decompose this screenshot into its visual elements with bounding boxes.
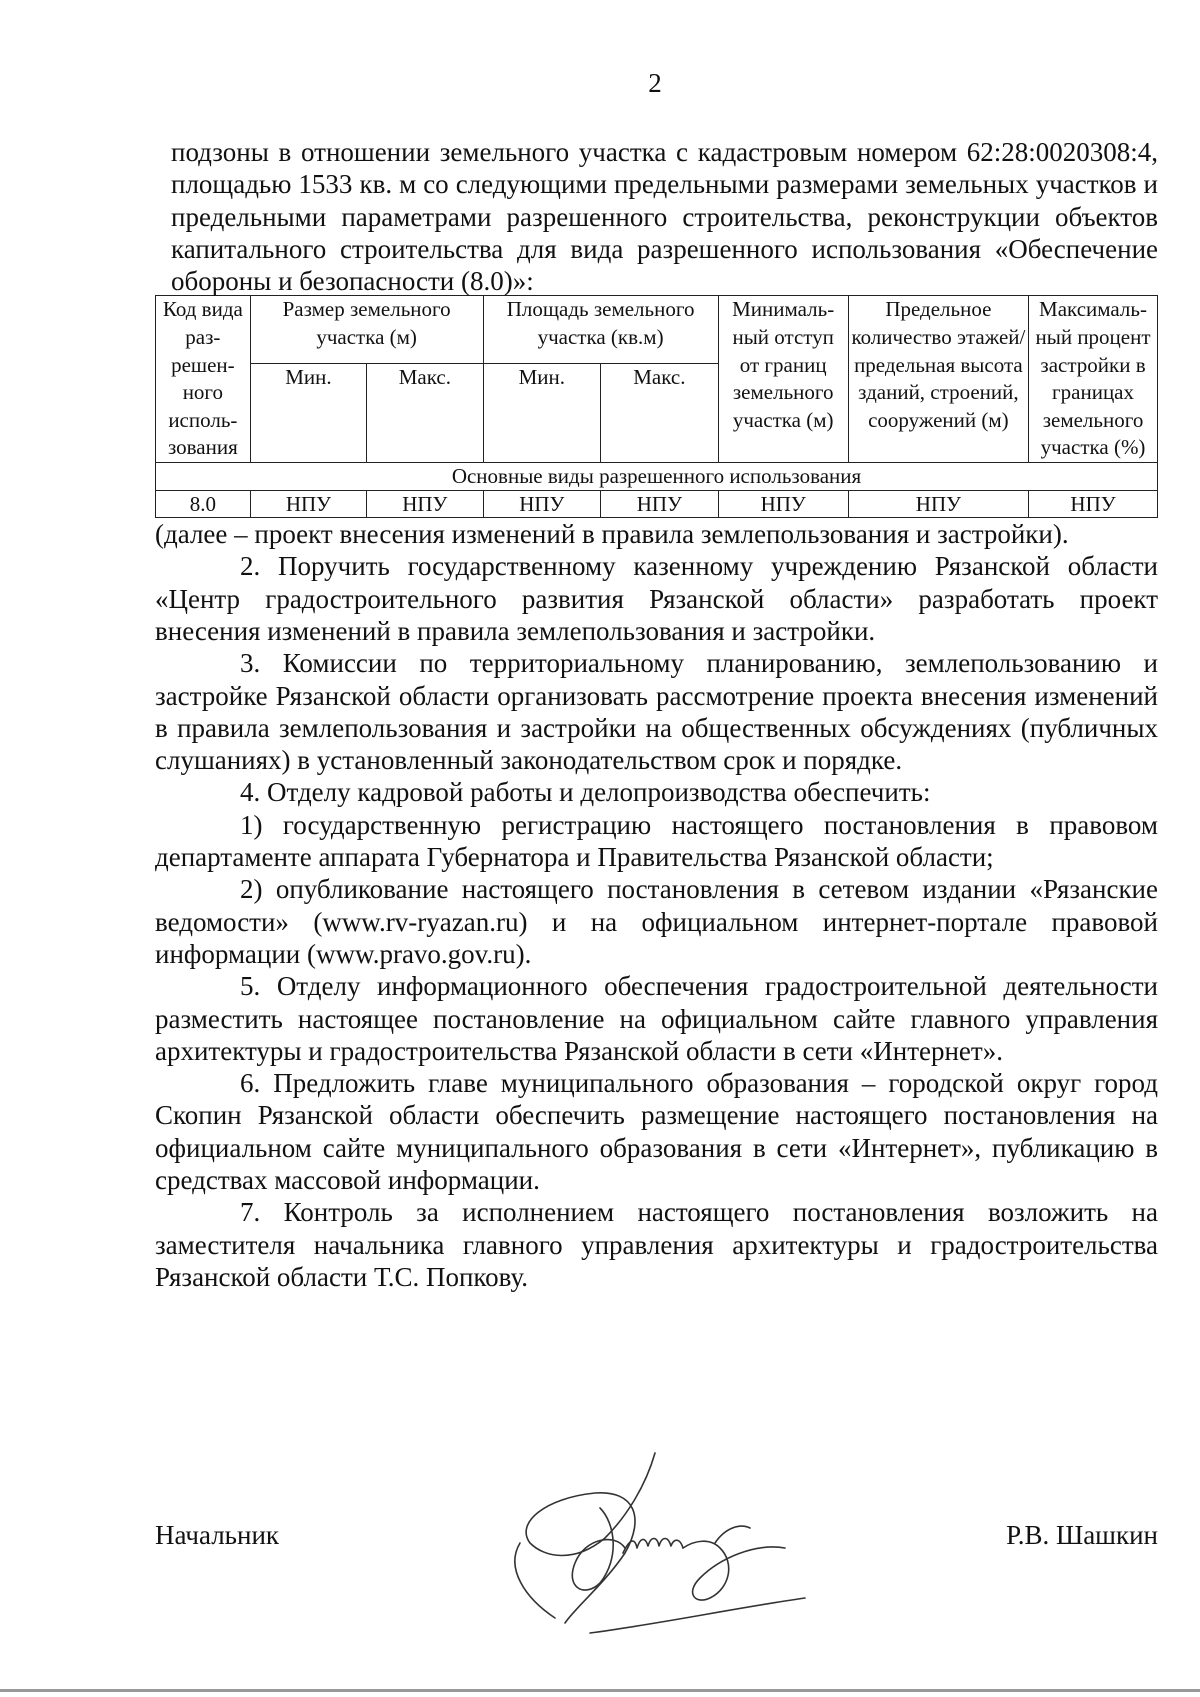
subheader-area-max: Макс. xyxy=(601,364,719,463)
paragraph-7: 7. Контроль за исполнением настоящего постановления возложить на заместителя начальника главного управления архитектуры и градостроительства Рязанской области Т.С. Попкову. xyxy=(155,1197,1158,1292)
cell-area-min: НПУ xyxy=(483,491,601,518)
bottom-border xyxy=(0,1689,1200,1692)
cell-area-max: НПУ xyxy=(601,491,719,518)
document-body xyxy=(155,136,1158,1293)
table-header-row xyxy=(156,296,1158,364)
section-label: Основные виды разрешенного использования xyxy=(156,463,1158,491)
cell-code: 8.0 xyxy=(156,491,251,518)
header-code: Код вида раз- решен- ного исполь- зования xyxy=(156,296,251,463)
paragraph-3: 3. Комиссии по территориальному планированию, землепользованию и застройке Рязанской области организовать рассмотрение проекта внесения изменений в правила землепользования и застройки на общественных обсуждениях (публичных слушаниях) в установленный законодательством срок и порядке. xyxy=(155,648,1158,776)
header-min-offset: Минималь- ный отступ от границ земельного участка (м) xyxy=(718,296,848,463)
header-max-floors: Предельное количество этажей/ предельная высота зданий, строений, сооружений (м) xyxy=(848,296,1028,463)
header-plot-area: Площадь земельного участка (кв.м) xyxy=(483,296,718,364)
paragraph-4-2: 2) опубликование настоящего постановления в сетевом издании «Рязанские ведомости» (www.rv-ryazan.ru) и на официальном интернет-портале правовой информации (www.pravo.gov.ru). xyxy=(155,874,1158,969)
after-table-text: (далее – проект внесения изменений в правила землепользования и застройки). xyxy=(155,519,1069,550)
parameters-table xyxy=(155,295,1158,518)
paragraph-5: 5. Отделу информационного обеспечения градостроительной деятельности разместить настоящее постановление на официальном сайте главного управления архитектуры и градостроительства Рязанской области в сети «Интернет». xyxy=(155,971,1158,1066)
header-plot-size: Размер земельного участка (м) xyxy=(250,296,483,364)
subheader-size-min: Мин. xyxy=(250,364,366,463)
signatory-name: Р.В. Шашкин xyxy=(1006,1520,1158,1550)
handwritten-signature xyxy=(505,1448,845,1638)
paragraph-6: 6. Предложить главе муниципального образования – городской округ город Скопин Рязанской области обеспечить размещение настоящего постановления на официальном сайте муниципального образования в сети «Интернет», публикацию в средствах массовой информации. xyxy=(155,1068,1158,1195)
cell-max-coverage: НПУ xyxy=(1029,491,1158,518)
cell-size-max: НПУ xyxy=(367,491,483,518)
cell-max-floors: НПУ xyxy=(848,491,1028,518)
paragraph-4-1: 1) государственную регистрацию настоящего постановления в правовом департаменте аппарата Губернатора и Правительства Рязанской области; xyxy=(155,809,1158,873)
cell-size-min: НПУ xyxy=(250,491,366,518)
paragraph-4: 4. Отделу кадровой работы и делопроизводства обеспечить: xyxy=(240,777,931,808)
subheader-size-max: Макс. xyxy=(367,364,483,463)
signatory-title: Начальник xyxy=(155,1520,280,1550)
cell-min-offset: НПУ xyxy=(718,491,848,518)
subheader-area-min: Мин. xyxy=(483,364,601,463)
page-number: 2 xyxy=(648,68,662,98)
table-row xyxy=(156,491,1158,518)
paragraph-2: 2. Поручить государственному казенному учреждению Рязанской области «Центр градостроительного развития Рязанской области» разработать проект внесения изменений в правила землепользования и застройки. xyxy=(155,551,1158,646)
table-section-row xyxy=(156,463,1158,491)
header-max-coverage: Максималь- ный процент застройки в границах земельного участка (%) xyxy=(1029,296,1158,463)
intro-paragraph: подзоны в отношении земельного участка с кадастровым номером 62:28:0020308:4, площадью 1533 кв. м со следующими предельными размерами земельных участков и предельными параметрами разрешенного строительства, реконструкции объектов капитального строительства для вида разрешенного использования «Обеспечение обороны и безопасности (8.0)»: xyxy=(171,137,1158,297)
